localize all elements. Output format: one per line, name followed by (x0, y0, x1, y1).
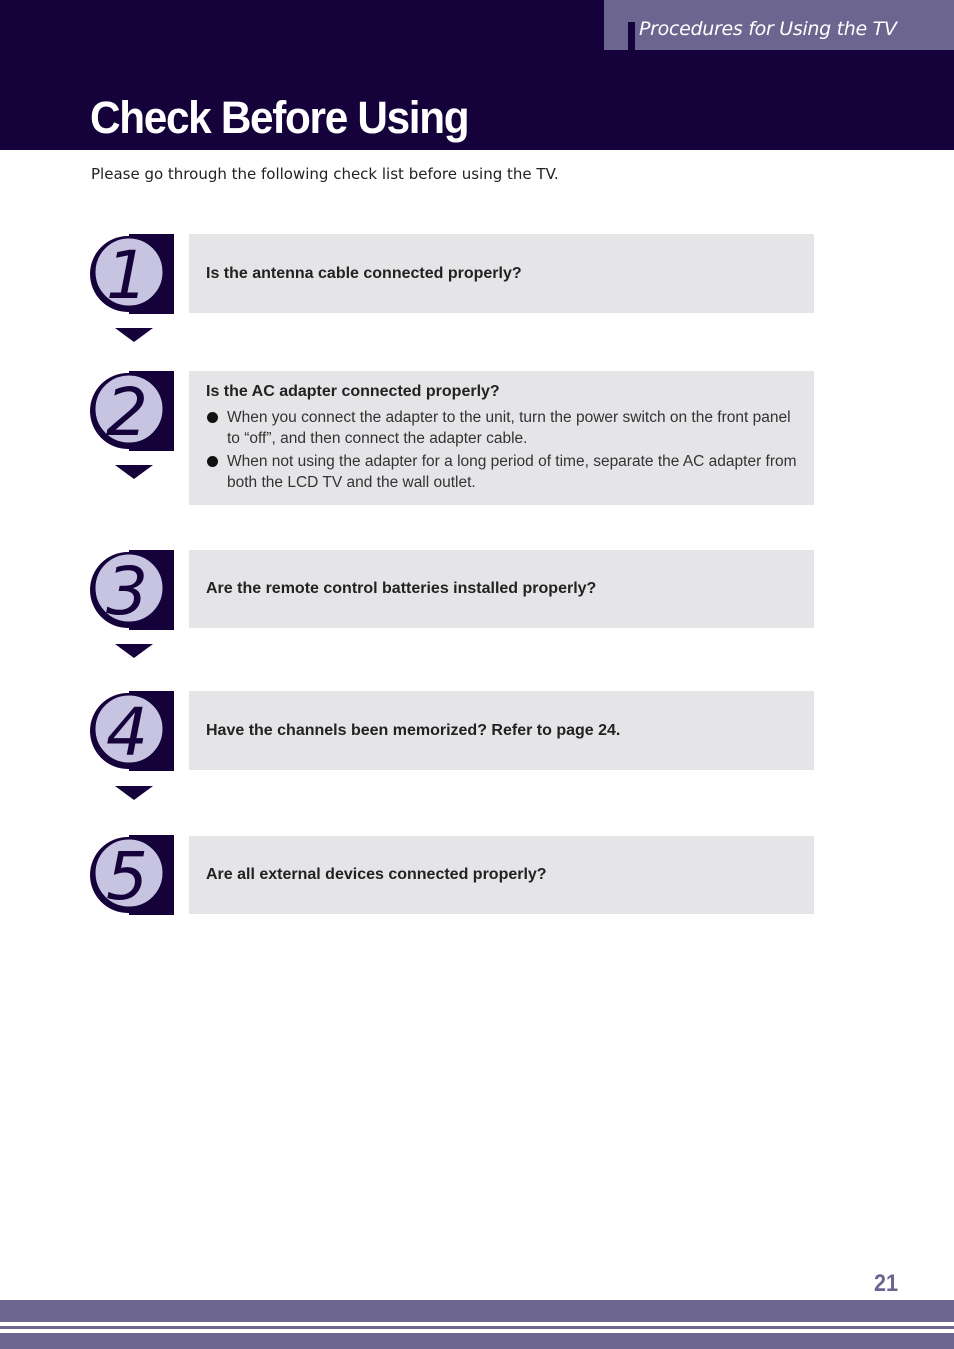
step-2-bullet-list (206, 407, 802, 493)
section-tab-marker (628, 22, 635, 50)
footer-band-bottom (0, 1333, 954, 1349)
step-1-question: Is the antenna cable connected properly? (206, 264, 522, 282)
step-1-down-arrow-icon (115, 328, 153, 342)
step-2-bullet-text: When you connect the adapter to the unit, turn the power switch on the front panel to “off”, and then connect the adapter cable. (227, 409, 791, 447)
step-4-box (189, 691, 814, 770)
step-4-number: 4 (106, 694, 148, 771)
step-1-number: 1 (106, 237, 148, 314)
step-2-down-arrow-icon (115, 465, 153, 479)
section-tab (604, 0, 954, 50)
step-1-box (189, 234, 814, 313)
step-5-number-badge (89, 835, 174, 915)
footer-rule (0, 1326, 954, 1329)
step-3-box (189, 550, 814, 628)
step-4-down-arrow-icon (115, 786, 153, 800)
step-2-bullet (206, 451, 802, 493)
step-2-bullet-text: When not using the adapter for a long period of time, separate the AC adapter from both the LCD TV and the wall outlet. (227, 453, 797, 491)
step-3-number: 3 (106, 553, 148, 630)
step-2-number: 2 (106, 374, 148, 451)
step-1-number-badge (89, 234, 174, 314)
page-number: 21 (874, 1270, 899, 1297)
step-3-down-arrow-icon (115, 644, 153, 658)
step-2-bullet (206, 407, 802, 449)
step-5-number: 5 (106, 838, 148, 915)
intro-text: Please go through the following check list before using the TV. (91, 165, 559, 183)
section-label: Procedures for Using the TV (639, 18, 897, 40)
step-4-number-badge (89, 691, 174, 771)
step-5-box (189, 836, 814, 914)
step-5-question: Are all external devices connected properly? (206, 866, 547, 883)
step-2-number-badge (89, 371, 174, 451)
bullet-icon (207, 412, 218, 423)
page-title: Check Before Using (90, 92, 469, 143)
step-3-question: Are the remote control batteries installed properly? (206, 580, 597, 597)
bullet-icon (207, 456, 218, 467)
step-3-number-badge (89, 550, 174, 630)
footer-band (0, 1300, 954, 1322)
step-2-box (189, 371, 814, 505)
step-4-question: Have the channels been memorized? Refer to page 24. (206, 721, 621, 739)
step-2-question: Is the AC adapter connected properly? (206, 383, 500, 400)
